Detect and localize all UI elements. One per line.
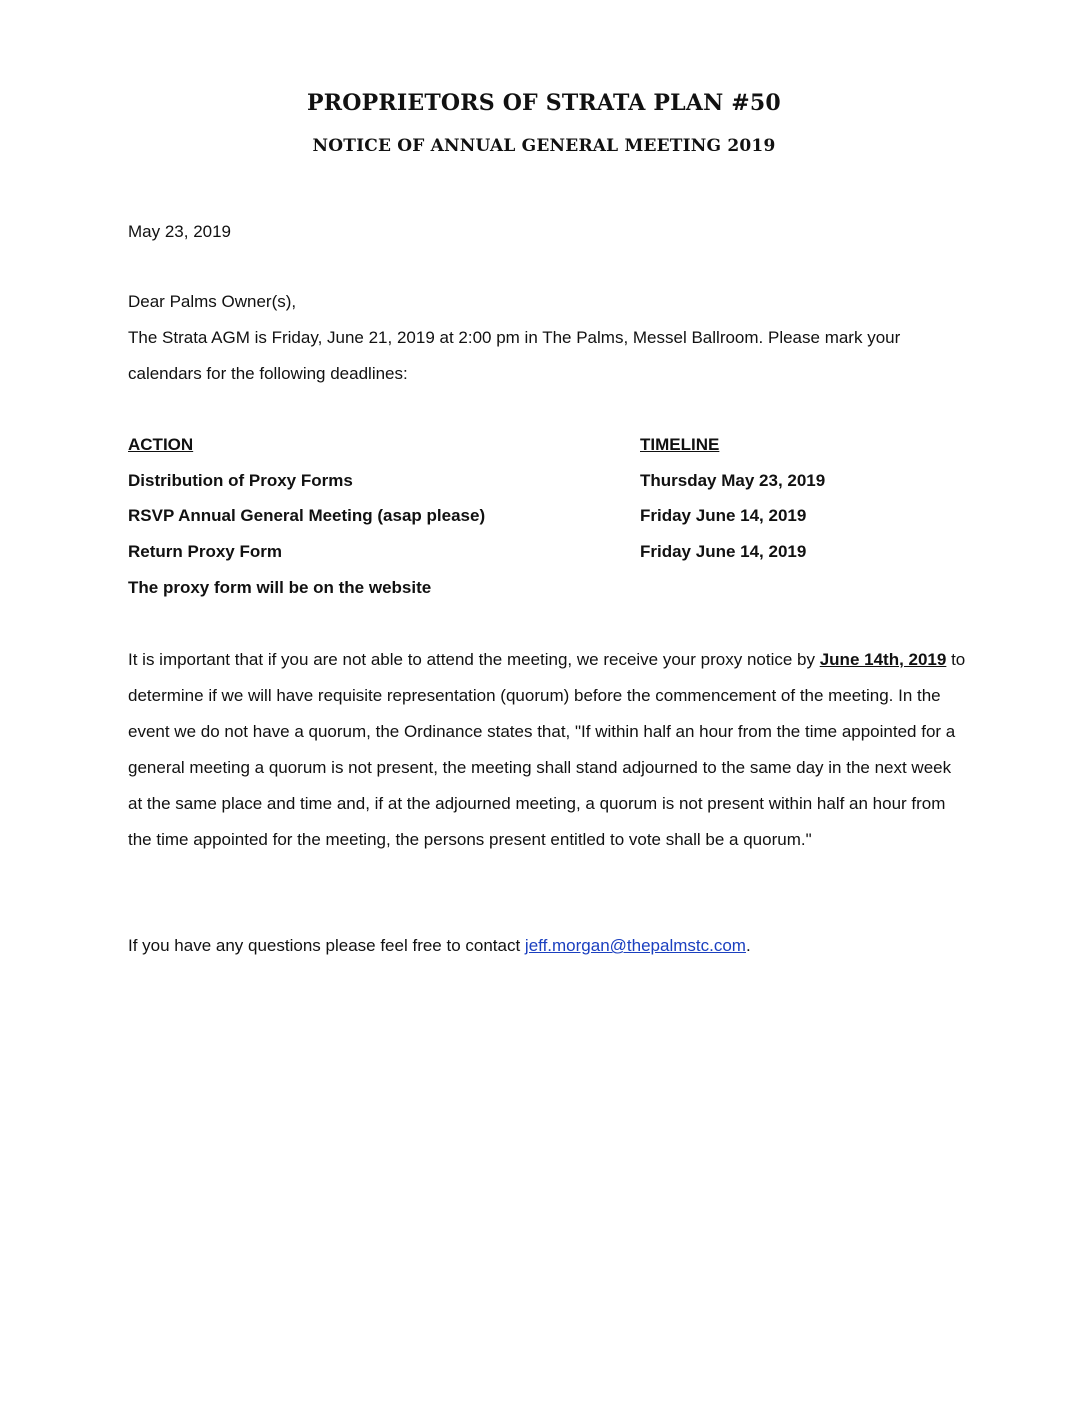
timeline-cell: Thursday May 23, 2019 bbox=[640, 470, 826, 490]
action-cell: The proxy form will be on the website bbox=[128, 577, 432, 597]
action-cell: Distribution of Proxy Forms bbox=[128, 470, 353, 490]
table-row bbox=[128, 498, 958, 534]
letter-intro: The Strata AGM is Friday, June 21, 2019 at 2:00 pm in The Palms, Messel Ballroom. Please mark your calendars for the following deadlines: bbox=[128, 328, 901, 383]
quorum-text-after: to determine if we will have requisite representation (quorum) before the commencement of the meeting. In the event we do not have a quorum, the Ordinance states that, "If within half an hour from the time appointed for a general meeting a quorum is not present, the meeting shall stand adjourned to the same day in the next week at the same place and time and, if at the adjourned meeting, a quorum is not present within half an hour from the time appointed for the meeting, the persons present entitled to vote shall be a quorum." bbox=[128, 650, 966, 849]
quorum-paragraph bbox=[128, 642, 968, 858]
document-title: PROPRIETORS OF STRATA PLAN #50 bbox=[307, 90, 781, 116]
timeline-cell: Friday June 14, 2019 bbox=[640, 542, 807, 562]
letter-date: May 23, 2019 bbox=[128, 222, 232, 241]
table-row bbox=[128, 534, 958, 570]
quorum-text-before: It is important that if you are not able to attend the meeting, we receive your proxy notice by bbox=[128, 650, 820, 669]
contact-text: If you have any questions please feel free to contact bbox=[128, 936, 525, 955]
contact-end: . bbox=[745, 936, 751, 955]
timeline-cell: Friday June 14, 2019 bbox=[640, 506, 807, 526]
deadline-table bbox=[128, 427, 958, 605]
table-header-row bbox=[128, 427, 958, 463]
contact-email-link[interactable]: jeff.morgan@thepalmstc.com bbox=[524, 936, 746, 955]
contact-line bbox=[128, 928, 751, 964]
timeline-column-header: TIMELINE bbox=[640, 435, 720, 454]
table-row bbox=[128, 463, 958, 499]
document-subtitle: NOTICE OF ANNUAL GENERAL MEETING 2019 bbox=[312, 136, 776, 156]
action-column-header: ACTION bbox=[128, 435, 194, 454]
action-cell: RSVP Annual General Meeting (asap please) bbox=[128, 506, 486, 526]
proxy-deadline: June 14th, 2019 bbox=[819, 650, 947, 669]
letter-salutation: Dear Palms Owner(s), bbox=[128, 292, 297, 311]
table-row bbox=[128, 570, 958, 606]
action-cell: Return Proxy Form bbox=[128, 542, 282, 562]
